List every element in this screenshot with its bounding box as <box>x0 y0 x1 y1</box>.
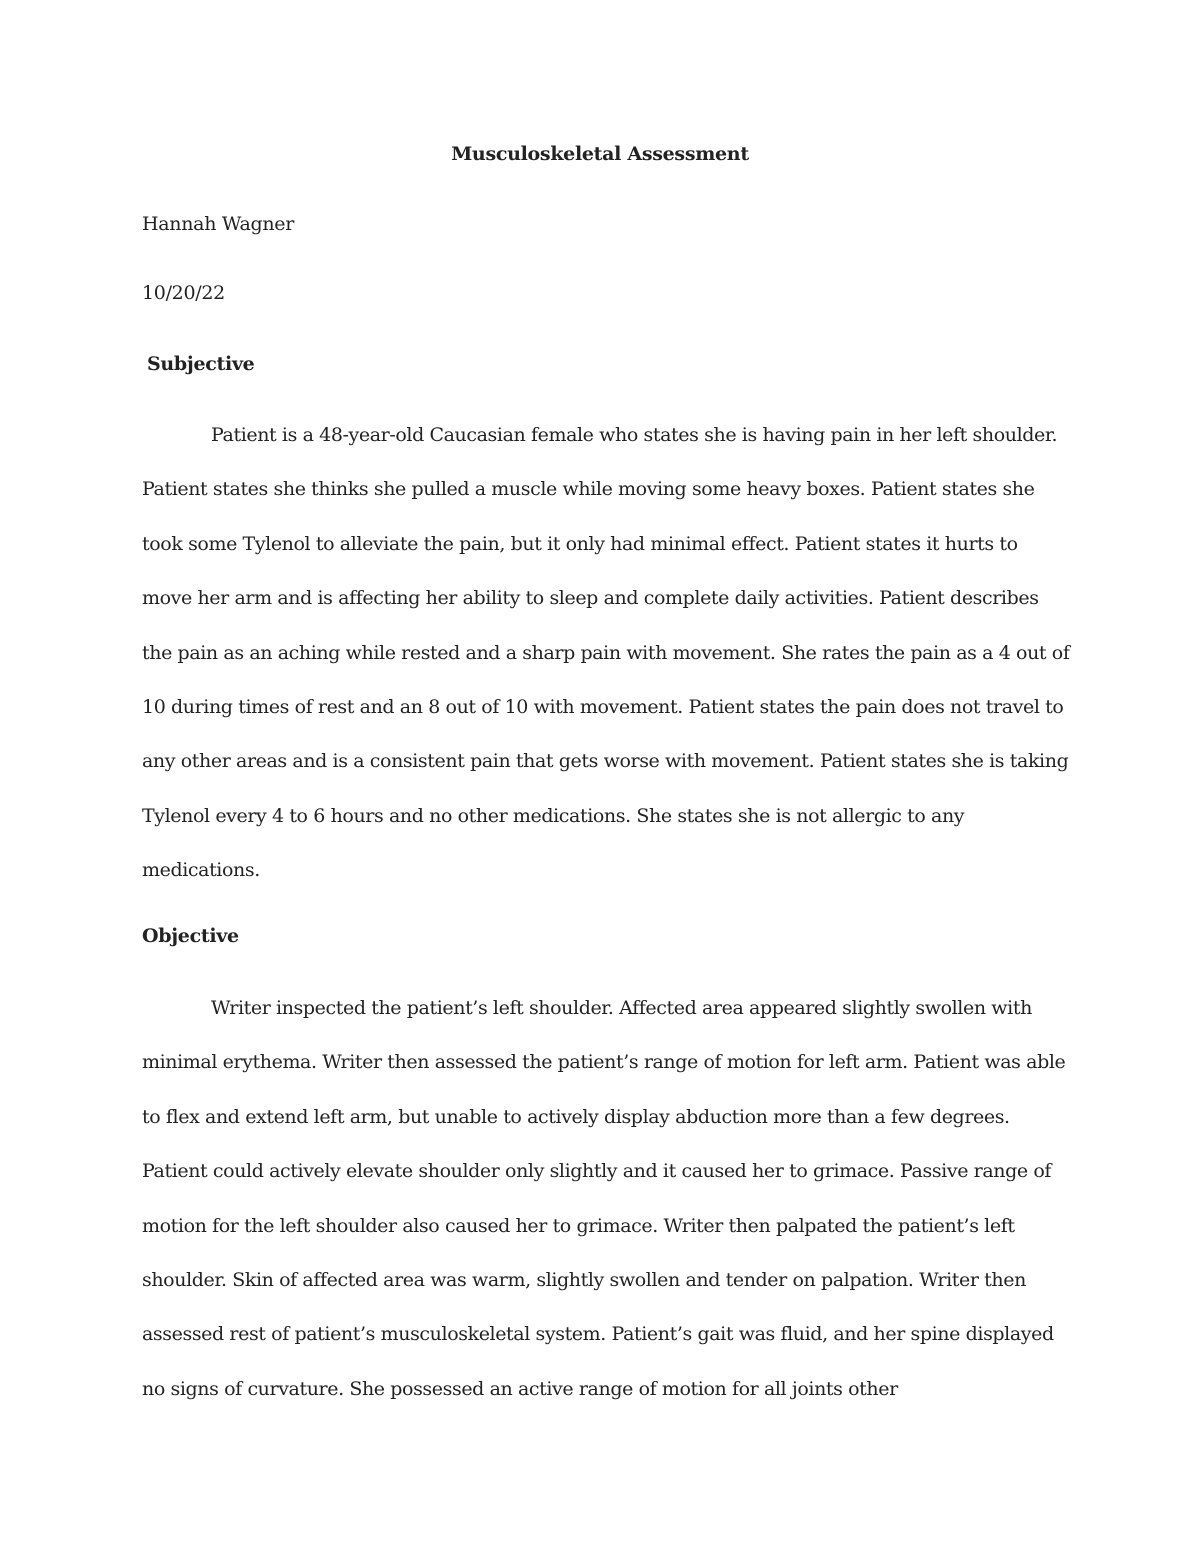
section-body-objective: Writer inspected the patient’s left shoulder. Affected area appeared slightly swollen with minimal erythema. Writer then assessed the patient’s range of motion for left arm. Patient was able to flex and extend left arm, but unable to actively display abduction more than a few degrees. Patient could actively elevate shoulder only slightly and it caused her to grimace. Passive range of motion for the left shoulder also caused her to grimace. Writer then palpated the patient’s left shoulder. Skin of affected area was warm, slightly swollen and tender on palpation. Writer then assessed rest of patient’s musculoskeletal system. Patient’s gait was fluid, and her spine displayed no signs of curvature. She possessed an active range of motion for all joints other <box>142 997 1066 1400</box>
document-title: Musculoskeletal Assessment <box>451 143 749 165</box>
author-name: Hannah Wagner <box>142 213 295 235</box>
section-body-subjective: Patient is a 48-year-old Caucasian female who states she is having pain in her left shoulder. Patient states she thinks she pulled a muscle while moving some heavy boxes. Patient states she took some Tylenol to alleviate the pain, but it only had minimal effect. Patient states it hurts to move her arm and is affecting her ability to sleep and complete daily activities. Patient describes the pain as an aching while rested and a sharp pain with movement. She rates the pain as a 4 out of 10 during times of rest and an 8 out of 10 with movement. Patient states the pain does not travel to any other areas and is a consistent pain that gets worse with movement. Patient states she is taking Tylenol every 4 to 6 hours and no other medications. She states she is not allergic to any medications. <box>142 424 1070 882</box>
section-heading-objective: Objective <box>142 925 239 947</box>
section-heading-subjective: Subjective <box>147 353 255 375</box>
document-date: 10/20/22 <box>142 282 225 304</box>
